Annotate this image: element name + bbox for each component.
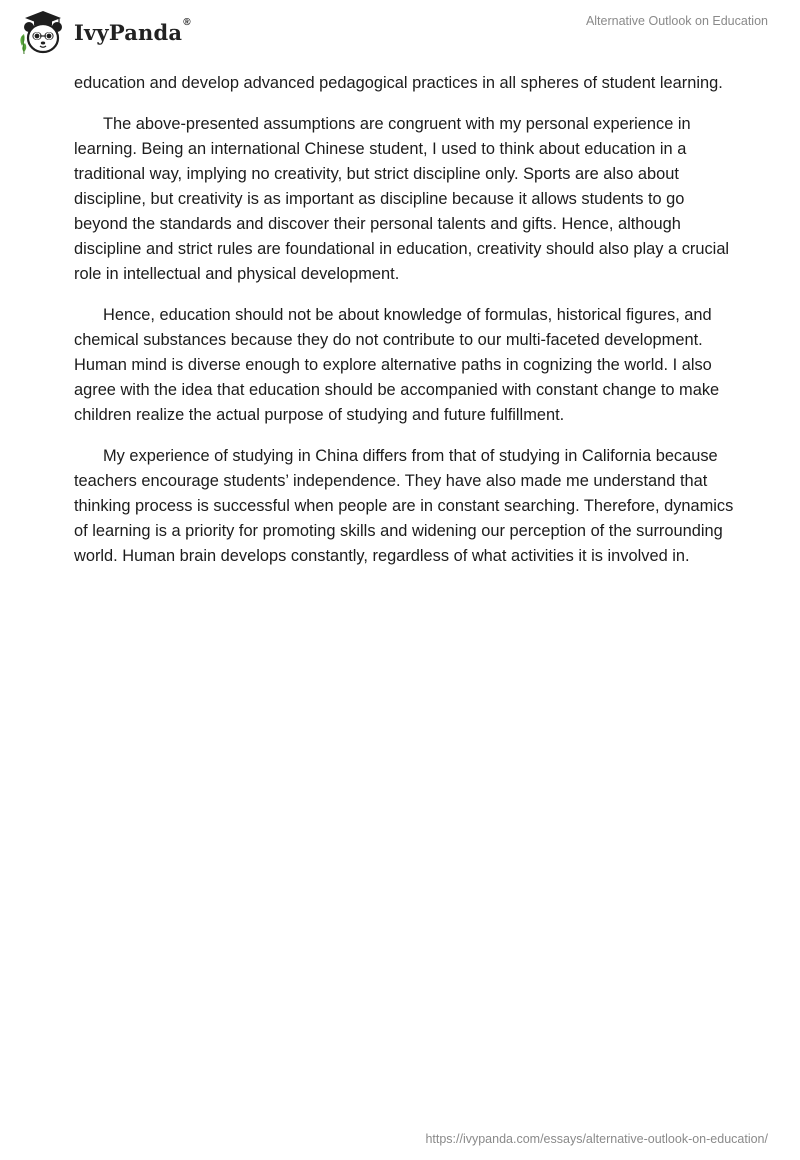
essay-body <box>74 71 734 585</box>
brand-name: IvyPanda® <box>74 16 191 45</box>
paragraph-continued: education and develop advanced pedagogical practices in all spheres of student learning. <box>74 74 723 92</box>
panda-graduate-icon <box>16 8 70 56</box>
source-url[interactable]: https://ivypanda.com/essays/alternative-outlook-on-education/ <box>425 1132 768 1146</box>
paragraph: Hence, education should not be about knowledge of formulas, historical figures, and chemical substances because they do not contribute to our multi-faceted development. Human mind is diverse enough to explore alternative paths in cognizing the world. I also agree with the idea that education should be accompanied with constant change to make children realize the actual purpose of studying and future fulfillment. <box>74 306 720 424</box>
paragraph: My experience of studying in China differs from that of studying in California because teachers encourage students’ independence. They have also made me understand that thinking process is successful when people are in constant searching. Therefore, dynamics of learning is a priority for promoting skills and widening our perception of the surrounding world. Human brain develops constantly, regardless of what activities it is involved in. <box>74 447 734 565</box>
ivypanda-logo[interactable] <box>16 8 191 56</box>
document-title: Alternative Outlook on Education <box>585 14 768 28</box>
page-header <box>0 0 800 70</box>
paragraph: The above-presented assumptions are congruent with my personal experience in learning. Being an international Chinese student, I used to think about education in a traditional way, implying no creativity, but strict discipline only. Sports are also about discipline, but creativity is as important as discipline because it allows students to go beyond the standards and discover their personal talents and gifts. Hence, although discipline and strict rules are foundational in education, creativity should also play a crucial role in intellectual and physical development. <box>74 115 730 283</box>
registered-mark: ® <box>183 16 191 28</box>
